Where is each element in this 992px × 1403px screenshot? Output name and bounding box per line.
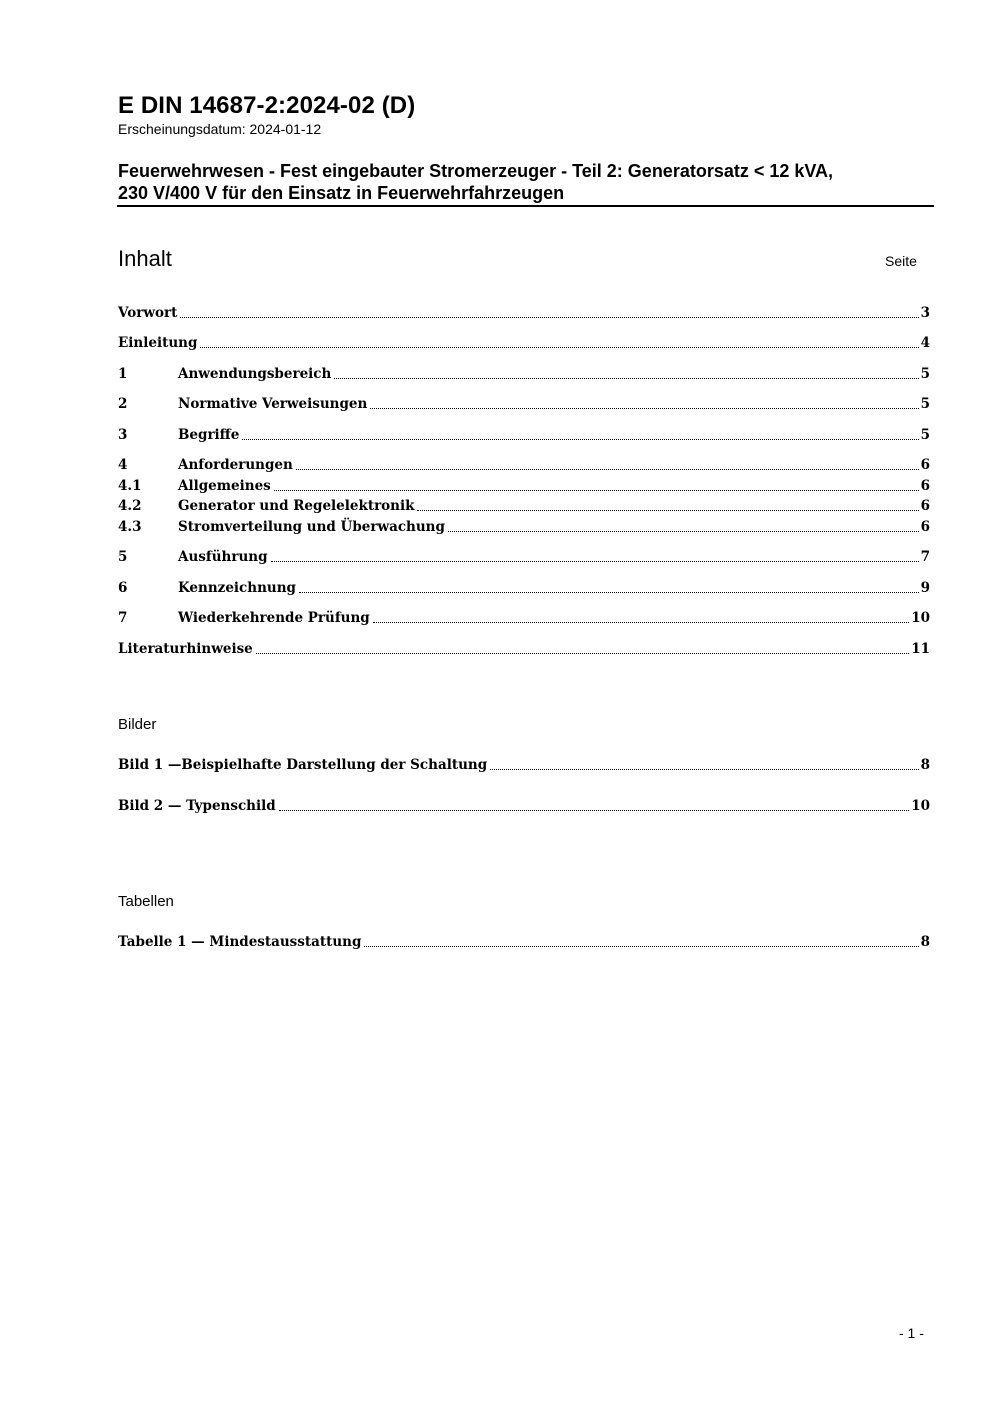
toc-entry-1[interactable] — [118, 363, 930, 383]
toc-entry-number: 3 — [118, 427, 128, 443]
toc-entry-page: 6 — [920, 519, 930, 535]
toc-leader — [448, 531, 919, 532]
toc-entry-einleitung[interactable] — [118, 332, 930, 352]
toc-leader — [180, 317, 918, 318]
toc-entry-title: Ausführung — [178, 549, 268, 565]
toc-entry-page: 6 — [920, 457, 930, 473]
toc-leader — [299, 592, 919, 593]
toc-leader — [274, 490, 919, 491]
page-column-label: Seite — [885, 253, 917, 269]
toc-entry-title: Begriffe — [178, 427, 240, 443]
toc-entry-title: Vorwort — [118, 305, 178, 321]
figure-entry-title: Bild 2 — Typenschild — [118, 798, 276, 814]
toc-entry-5[interactable] — [118, 546, 930, 566]
toc-entry-page: 6 — [920, 478, 930, 494]
toc-leader — [490, 769, 918, 770]
toc-entry-title: Normative Verweisungen — [178, 396, 368, 412]
toc-entry-4-1[interactable] — [118, 475, 930, 495]
toc-entry-title: Generator und Regelelektronik — [178, 498, 415, 514]
toc-entry-number: 7 — [118, 610, 128, 626]
table-entry-1[interactable] — [118, 931, 930, 951]
toc-entry-number: 4.2 — [118, 498, 142, 514]
toc-entry-4[interactable] — [118, 454, 930, 474]
toc-leader — [364, 946, 918, 947]
publication-date: Erscheinungsdatum: 2024-01-12 — [118, 121, 322, 137]
figure-entry-1[interactable] — [118, 754, 930, 774]
toc-entry-page: 4 — [920, 335, 930, 351]
toc-leader — [279, 810, 910, 811]
toc-entry-7[interactable] — [118, 607, 930, 627]
toc-entry-title: Literaturhinweise — [118, 641, 253, 657]
figures-heading: Bilder — [118, 716, 157, 733]
document-title-line-2: 230 V/400 V für den Einsatz in Feuerwehrfahrzeugen — [118, 183, 565, 203]
toc-entry-number: 4.1 — [118, 478, 142, 494]
figure-entry-title: Bild 1 —Beispielhafte Darstellung der Schaltung — [118, 757, 488, 773]
toc-entry-3[interactable] — [118, 424, 930, 444]
table-entry-page: 8 — [920, 934, 930, 950]
table-entry-title: Tabelle 1 — Mindestausstattung — [118, 934, 362, 950]
toc-heading: Inhalt — [118, 246, 172, 271]
toc-leader — [256, 653, 909, 654]
toc-entry-vorwort[interactable] — [118, 302, 930, 322]
toc-entry-page: 10 — [911, 610, 930, 626]
toc-entry-title: Stromverteilung und Überwachung — [178, 519, 445, 535]
toc-entry-page: 6 — [920, 498, 930, 514]
toc-entry-number: 5 — [118, 549, 128, 565]
toc-entry-6[interactable] — [118, 577, 930, 597]
toc-entry-number: 4.3 — [118, 519, 142, 535]
toc-entry-title: Kennzeichnung — [178, 580, 296, 596]
toc-leader — [370, 408, 918, 409]
toc-entry-number: 6 — [118, 580, 128, 596]
document-id: E DIN 14687-2:2024-02 (D) — [118, 92, 416, 119]
toc-entry-number: 4 — [118, 457, 128, 473]
toc-leader — [242, 439, 918, 440]
toc-entry-2[interactable] — [118, 393, 930, 413]
toc-entry-4-2[interactable] — [118, 495, 930, 515]
toc-entry-4-3[interactable] — [118, 516, 930, 536]
toc-leader — [334, 378, 918, 379]
toc-leader — [271, 561, 919, 562]
figure-entry-page: 10 — [911, 798, 930, 814]
figure-entry-page: 8 — [920, 757, 930, 773]
toc-entry-title: Anwendungsbereich — [178, 366, 332, 382]
document-title-line-1: Feuerwehrwesen - Fest eingebauter Stromerzeuger - Teil 2: Generatorsatz < 12 kVA, — [118, 161, 834, 181]
toc-leader — [417, 510, 918, 511]
tables-heading: Tabellen — [118, 893, 174, 910]
toc-leader — [200, 347, 918, 348]
toc-entry-title: Wiederkehrende Prüfung — [178, 610, 370, 626]
toc-entry-number: 1 — [118, 366, 128, 382]
toc-entry-page: 9 — [920, 580, 930, 596]
toc-entry-title: Anforderungen — [178, 457, 293, 473]
toc-entry-page: 7 — [920, 549, 930, 565]
toc-entry-page: 3 — [920, 305, 930, 321]
toc-entry-title: Einleitung — [118, 335, 198, 351]
toc-entry-page: 5 — [920, 396, 930, 412]
toc-entry-page: 5 — [920, 427, 930, 443]
toc-entry-page: 11 — [911, 641, 930, 657]
page-number: - 1 - — [899, 1325, 924, 1341]
toc-entry-title: Allgemeines — [178, 478, 271, 494]
figure-entry-2[interactable] — [118, 795, 930, 815]
toc-entry-literaturhinweise[interactable] — [118, 638, 930, 658]
toc-entry-number: 2 — [118, 396, 128, 412]
toc-leader — [373, 622, 909, 623]
title-rule — [117, 205, 934, 207]
document-title — [118, 160, 933, 204]
toc-entry-page: 5 — [920, 366, 930, 382]
toc-leader — [296, 469, 919, 470]
